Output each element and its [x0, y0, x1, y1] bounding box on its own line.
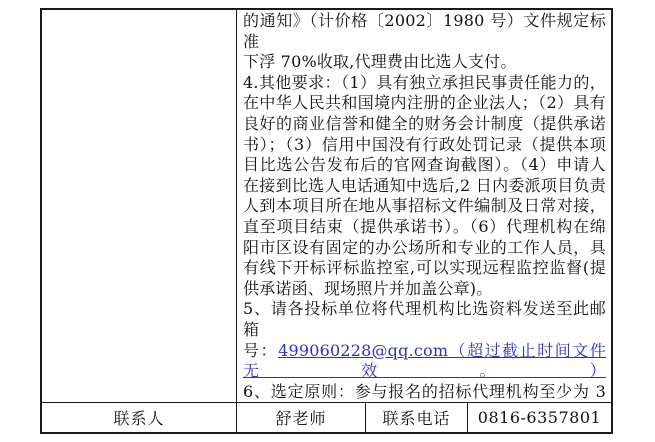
- requirements-cell: [237, 10, 611, 402]
- text-line: 有线下开标评标监控室,可以实现远程监控监督(提: [243, 258, 606, 278]
- phone-number-cell: 0816-6357801: [477, 408, 602, 427]
- requirements-row: [42, 10, 611, 403]
- text-line: 4.其他要求：（1）具有独立承担民事责任能力的，: [243, 72, 606, 92]
- text-line: 6、选定原则：参与报名的招标代理机构至少为 3: [243, 381, 606, 401]
- text-line: 人到本项目所在地从事招标文件编制及日常对接，: [243, 196, 606, 216]
- text-line: 直至项目结束（提供承诺书）。（6）代理机构在绵: [243, 216, 606, 236]
- empty-left-cell: [42, 10, 237, 402]
- contact-row: [42, 403, 611, 432]
- text-line: 5、请各投标单位将代理机构比选资料发送至此邮箱: [243, 299, 606, 339]
- email-line: [243, 341, 606, 382]
- notice-table: [40, 8, 613, 434]
- text-line: 在接到比选人电话通知中选后,2 日内委派项目负责: [243, 175, 606, 195]
- contact-label-cell: 联系人: [42, 403, 237, 432]
- text-line: 良好的商业信誉和健全的财务会计制度（提供承诺: [243, 113, 606, 133]
- phone-label-cell: 联系电话: [366, 403, 468, 432]
- text-line: 目比选公告发布后的官网查询截图）。（4）申请人: [243, 155, 606, 175]
- email-link[interactable]: 499060228@qq.com（超过截止时间文件无效。）: [243, 340, 606, 381]
- text-line: 下浮 70%收取,代理费由比选人支付。: [243, 52, 517, 72]
- text-line: 的通知》（计价格〔2002〕1980 号）文件规定标准: [243, 11, 606, 51]
- text-line: 在中华人民共和国境内注册的企业法人；（2）具有: [243, 93, 606, 113]
- text-line: 阳市区设有固定的办公场所和专业的工作人员，具: [243, 237, 606, 257]
- email-line-prefix: 号：: [243, 340, 279, 360]
- text-line: 书）；（3）信用中国没有行政处罚记录（提供本项: [243, 134, 606, 154]
- text-line: 供承诺函、现场照片并加盖公章)。: [243, 278, 493, 298]
- contact-name-cell: 舒老师: [237, 403, 366, 432]
